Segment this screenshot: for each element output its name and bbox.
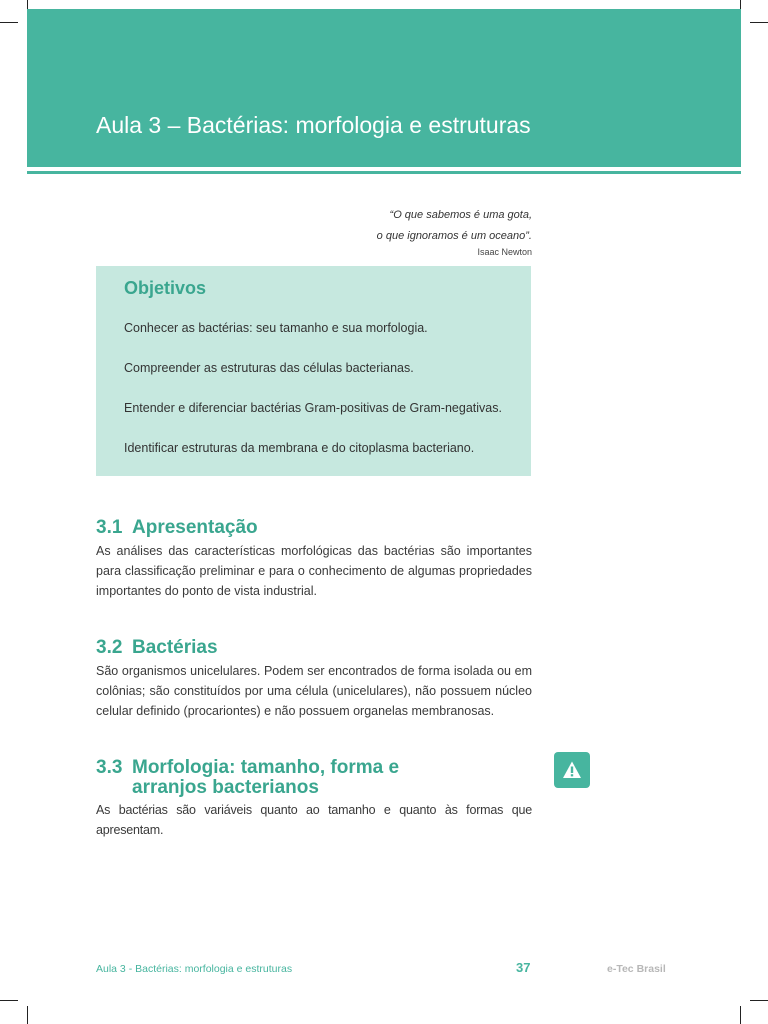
- section-body-apresentacao: As análises das características morfológicas das bactérias são importantes para classificação preliminar e para o conhecimento de algumas propriedades importantes do ponto de vista industrial.: [96, 544, 532, 598]
- objectives-box: [96, 266, 531, 476]
- warning-note-box: [554, 752, 590, 788]
- epigraph-line: o que ignoramos é um oceano”.: [376, 230, 532, 242]
- objectives-list: [124, 321, 502, 481]
- chapter-header-band: [27, 9, 741, 167]
- epigraph-author: Isaac Newton: [477, 247, 532, 257]
- epigraph-line: “O que sabemos é uma gota,: [389, 209, 532, 221]
- section-title: Bactérias: [132, 637, 218, 658]
- crop-mark: [750, 22, 768, 23]
- section-title: Apresentação: [132, 517, 258, 538]
- section-heading-apresentacao: [96, 518, 258, 538]
- crop-mark: [27, 1006, 28, 1024]
- footer-brand: e-Tec Brasil: [607, 963, 666, 975]
- objective-item: Entender e diferenciar bactérias Gram-positivas de Gram-negativas.: [124, 401, 502, 415]
- section-body-morfologia: As bactérias são variáveis quanto ao tamanho e quanto às formas que apresentam.: [96, 803, 532, 837]
- section-number: 3.1: [96, 517, 123, 538]
- crop-mark: [0, 1000, 18, 1001]
- section-heading-bacterias: [96, 638, 218, 658]
- objective-item: Identificar estruturas da membrana e do citoplasma bacteriano.: [124, 441, 475, 455]
- crop-mark: [750, 1000, 768, 1001]
- section-heading-morfologia: [96, 758, 399, 798]
- chapter-title: Aula 3 – Bactérias: morfologia e estruturas: [96, 112, 531, 138]
- header-divider: [27, 171, 741, 174]
- crop-mark: [740, 1006, 741, 1024]
- epigraph-quote: [377, 205, 532, 247]
- section-number: 3.3: [96, 757, 123, 778]
- objective-item: Compreender as estruturas das células bacterianas.: [124, 361, 414, 375]
- page-number: 37: [516, 960, 531, 975]
- section-number: 3.2: [96, 637, 123, 658]
- footer-running-title: Aula 3 - Bactérias: morfologia e estruturas: [96, 963, 293, 975]
- section-title: Morfologia: tamanho, forma e: [132, 757, 400, 778]
- objective-item: Conhecer as bactérias: seu tamanho e sua morfologia.: [124, 321, 428, 335]
- objectives-title: Objetivos: [124, 278, 207, 298]
- section-body-bacterias: São organismos unicelulares. Podem ser encontrados de forma isolada ou em colônias; são constituídos por uma célula (unicelulares), não possuem núcleo celular definido (procariontes) e não possuem organelas membranosas.: [96, 664, 532, 718]
- warning-icon: [562, 760, 582, 780]
- section-title-continued: arranjos bacterianos: [132, 777, 319, 798]
- crop-mark: [0, 22, 18, 23]
